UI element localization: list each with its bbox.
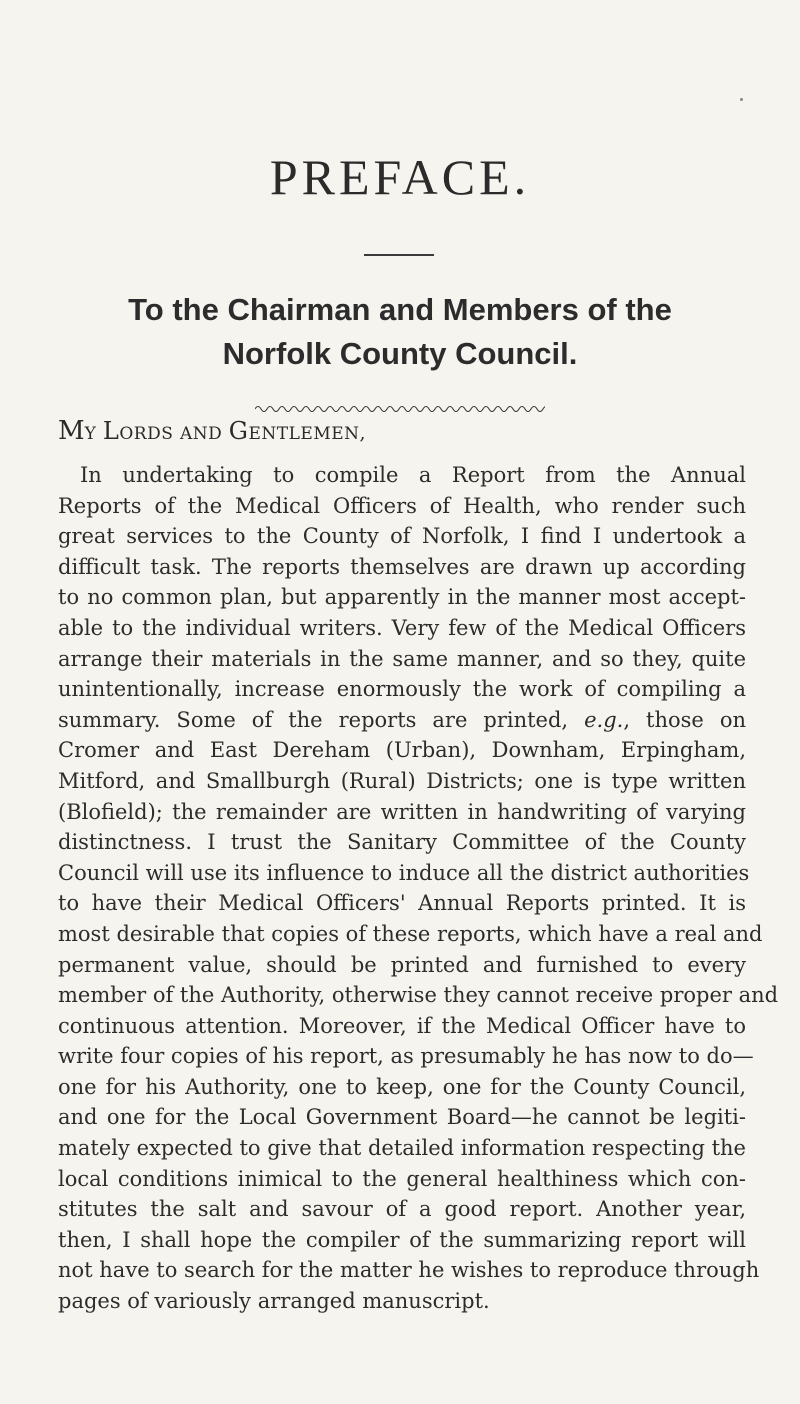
body-line: stitutes the salt and savour of a good report. Another year, xyxy=(58,1197,746,1222)
dedication-line-2: Norfolk County Council. xyxy=(222,336,578,371)
body-line: permanent value, should be printed and furnished to every xyxy=(58,952,746,977)
body-line: Cromer and East Dereham (Urban), Downham, Erpingham, xyxy=(58,738,746,763)
wavy-ornament-divider xyxy=(255,403,545,415)
preface-body xyxy=(58,460,779,1317)
body-line: write four copies of his report, as presumably he has now to do— xyxy=(58,1044,754,1069)
salutation xyxy=(58,416,366,446)
body-line: difficult task. The reports themselves are drawn up according xyxy=(58,554,746,579)
body-line: arrange their materials in the same manner, and so they, quite xyxy=(58,646,746,671)
body-line: continuous attention. Moreover, if the Medical Officer have to xyxy=(58,1013,746,1038)
body-line: able to the individual writers. Very few of the Medical Officers xyxy=(58,615,746,640)
title-rule xyxy=(364,254,434,256)
body-line: member of the Authority, otherwise they cannot receive proper and xyxy=(58,983,779,1008)
body-line: not have to search for the matter he wishes to reproduce through xyxy=(58,1258,760,1283)
salutation-text: Y LORDS AND GENTLEMEN, xyxy=(84,417,367,445)
body-line: pages of variously arranged manuscript. xyxy=(58,1289,490,1314)
body-line: distinctness. I trust the Sanitary Committee of the County xyxy=(58,830,746,855)
salutation-initial: M xyxy=(58,416,85,446)
body-line: great services to the County of Norfolk, I find I undertook a xyxy=(58,524,746,549)
body-line: one for his Authority, one to keep, one for the County Council, xyxy=(58,1074,746,1099)
body-line: then, I shall hope the compiler of the summarizing report will xyxy=(58,1227,746,1252)
body-line: most desirable that copies of these reports, which have a real and xyxy=(58,921,763,946)
paper-speck xyxy=(740,98,743,101)
body-line: Reports of the Medical Officers of Health, who render such xyxy=(58,493,746,518)
body-line: Mitford, and Smallburgh (Rural) Districts; one is type written xyxy=(58,768,746,793)
body-line: summary. Some of the reports are printed, e.g., those on xyxy=(58,707,746,732)
body-line: and one for the Local Government Board—he cannot be legiti- xyxy=(58,1105,746,1130)
body-line: to have their Medical Officers' Annual Reports printed. It is xyxy=(58,891,746,916)
dedication xyxy=(0,288,800,376)
body-line: (Blofield); the remainder are written in handwriting of varying xyxy=(58,799,746,824)
body-line: local conditions inimical to the general healthiness which con- xyxy=(58,1166,746,1191)
dedication-line-1: To the Chairman and Members of the xyxy=(128,292,672,327)
page-title: PREFACE. xyxy=(269,149,531,205)
body-line: mately expected to give that detailed information respecting the xyxy=(58,1136,746,1161)
body-line: Council will use its influence to induce all the district authorities xyxy=(58,860,750,885)
body-line: In undertaking to compile a Report from the Annual xyxy=(80,463,746,487)
body-line: to no common plan, but apparently in the manner most accept- xyxy=(58,585,746,610)
body-line: unintentionally, increase enormously the work of compiling a xyxy=(58,677,746,702)
